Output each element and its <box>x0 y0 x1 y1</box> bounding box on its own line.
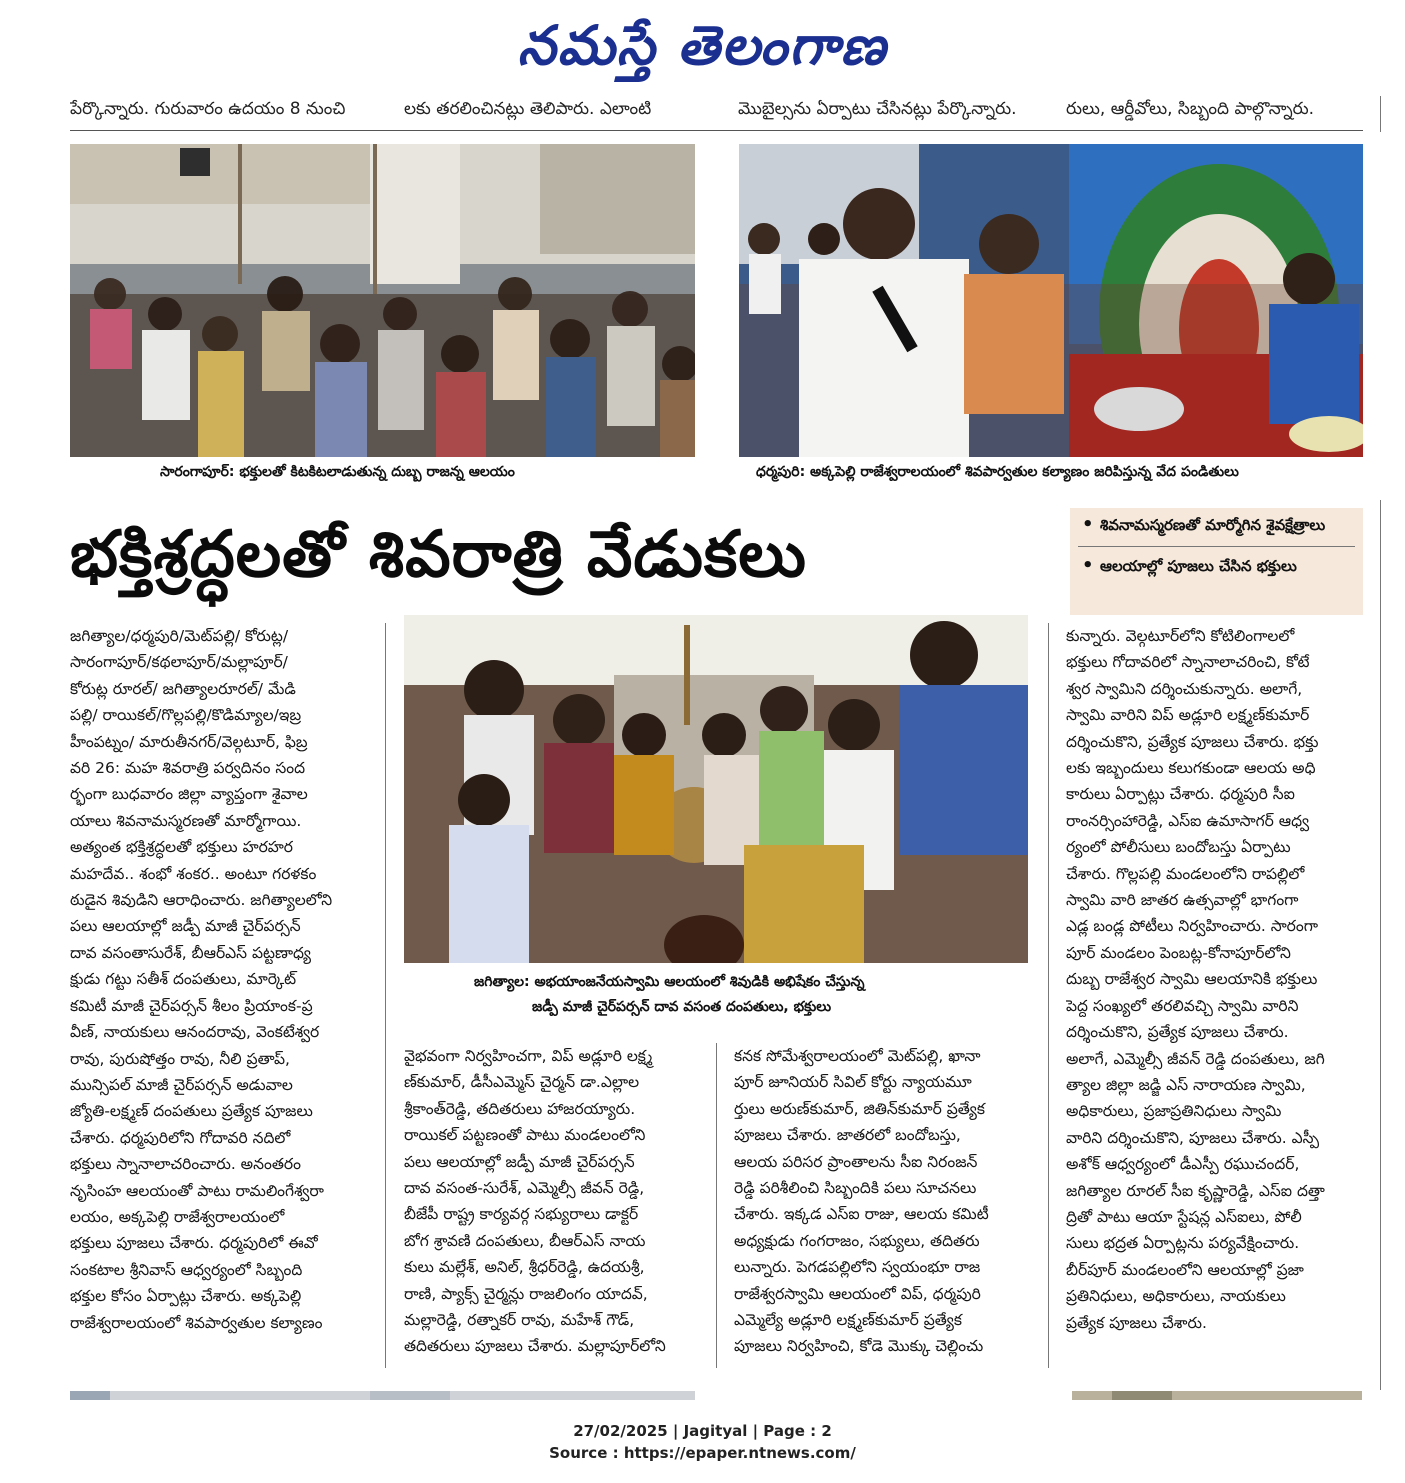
text-line: వైభవంగా నిర్వహించగా, విప్ అడ్లూరి లక్ష్మ <box>404 1047 653 1065</box>
photo-temple-crowd <box>70 144 695 457</box>
text-line: నృసింహ ఆలయంతో పాటు రామలింగేశ్వరా <box>70 1181 324 1200</box>
column-divider <box>716 1043 717 1368</box>
text-line: త్యాల జిల్లా జడ్జి ఎస్ నారాయణ స్వామి, <box>1066 1075 1306 1094</box>
runover-line-4: రులు, ఆర్డీవోలు, సిబ్బంది పాల్గొన్నారు. <box>1066 99 1315 119</box>
text-line: ఆలయ పరిసర ప్రాంతాలను సీఐ నిరంజన్ <box>734 1152 978 1171</box>
text-line: లున్నారు. పెగడపల్లిలోని స్వయంభూ రాజ <box>734 1258 981 1277</box>
text-line: స్వామి వారి జాతర ఉత్సవాల్లో భాగంగా <box>1066 891 1299 910</box>
article-column-1 <box>70 623 368 1343</box>
text-line: బీర్‌పూర్ మండలంలోని ఆలయాల్లో ప్రజా <box>1066 1260 1304 1279</box>
text-line: రెడ్డి పరిశీలించి సిబ్బందికి పలు సూచనలు <box>734 1179 977 1198</box>
text-line: ర్తులు అరుణ్‌కుమార్, జితిన్‌కుమార్ ప్రత్యేక <box>734 1099 985 1118</box>
text-line: పూర్ మండలం పెంబట్ల-కోనాపూర్‌లోని <box>1066 943 1291 962</box>
edge-divider <box>1380 96 1381 132</box>
text-line: ర్భంగా బుధవారం జిల్లా వ్యాప్తంగా శైవాల <box>70 785 308 804</box>
text-line: జగిత్యాల/ధర్మపురి/మెట్‌పల్లి/ కోరుట్ల/ <box>70 627 289 645</box>
text-line: కోరుట్ల రూరల్/ జగిత్యాలరూరల్/ మేడి <box>70 679 296 698</box>
text-line: పూజలు నిర్వహించి, కోడె మొక్కు చెల్లించు <box>734 1337 984 1356</box>
text-line: రాజేశ్వరస్వామి ఆలయంలో విప్, ధర్మపురి <box>734 1284 981 1303</box>
text-line: సులు భద్రత ఏర్పాట్లను పర్యవేక్షించారు. <box>1066 1234 1300 1253</box>
runover-line-1: పేర్కొన్నారు. గురువారం ఉదయం 8 నుంచి <box>70 99 346 119</box>
text-line: పెద్ద సంఖ్యలో తరలివచ్చి స్వామి వారిని <box>1066 996 1299 1015</box>
text-line: లకు ఇబ్బందులు కలుగకుండా ఆలయ అధి <box>1066 759 1316 778</box>
text-line: యాలు శివనామస్మరణతో మార్మోగాయి. <box>70 811 302 830</box>
text-line: రావు, పురుషోత్తం రావు, నీలి ప్రతాప్, <box>70 1049 290 1068</box>
caption-photo-kalyanam: ధర్మపురి: అక్కపెల్లి రాజేశ్వరాలయంలో శివపార్వతుల కల్యాణం జరిపిస్తున్న వేద పండితులు <box>756 464 1239 480</box>
footer-source: Source : https://epaper.ntnews.com/ <box>549 1444 856 1462</box>
caption-photo-temple-crowd: సారంగాపూర్: భక్తులతో కిటకిటలాడుతున్న దుబ్బ రాజన్న ఆలయం <box>160 464 515 480</box>
runover-line-3: మొబైల్సను ఏర్పాటు చేసినట్లు పేర్కొన్నారు. <box>738 99 1017 119</box>
text-line: చేశారు. గొల్లపల్లి మండలంలోని రాపల్లిలో <box>1066 864 1305 883</box>
text-line: కనక సోమేశ్వరాలయంలో మెట్‌పల్లి, ఖానా <box>734 1047 981 1065</box>
text-line: చేశారు. ధర్మపురిలోని గోదావరి నదిలో <box>70 1128 291 1147</box>
text-line: లయం, అక్కపెల్లి రాజేశ్వరాలయంలో <box>70 1207 285 1226</box>
text-line: అధికారులు, ప్రజాప్రతినిధులు స్వామి <box>1066 1102 1282 1121</box>
text-line: కులు మల్లేశ్, అనిల్, శ్రీధర్‌రెడ్డి, ఉదయశ్రీ, <box>404 1258 645 1277</box>
edge-divider <box>1380 500 1381 1390</box>
runover-line-2: లకు తరలించినట్లు తెలిపారు. ఎలాంటి <box>404 99 652 119</box>
text-line: ప్రత్యేక పూజలు చేశారు. <box>1066 1313 1207 1332</box>
text-line: అశోక్ ఆధ్వర్యంలో డీఎస్పీ రఘుచందర్, <box>1066 1155 1300 1174</box>
text-line: బోగ శ్రావణి దంపతులు, బీఆర్‌ఎస్ నాయ <box>404 1231 646 1250</box>
text-line: రాజేశ్వరాలయంలో శివపార్వతుల కల్యాణం <box>70 1313 323 1332</box>
highlights-box <box>1070 508 1363 615</box>
text-line: కారులు ఏర్పాట్లు చేశారు. ధర్మపురి సీఐ <box>1066 785 1295 804</box>
highlight-item: • శివనామస్మరణతో మార్మోగిన శైవక్షేత్రాలు <box>1078 514 1355 536</box>
text-line: మహదేవ.. శంభో శంకర.. అంటూ గరళకం <box>70 864 317 883</box>
footer-date-edition: 27/02/2025 | Jagityal | Page : 2 <box>573 1422 832 1440</box>
next-photo-strip <box>70 1388 695 1400</box>
text-line: జ్యోతి-లక్ష్మణ్ దంపతులు ప్రత్యేక పూజలు <box>70 1102 313 1121</box>
text-line: కమిటీ మాజీ చైర్‌పర్సన్ శీలం ప్రియాంక-ప్ర <box>70 996 313 1015</box>
text-line: రాణి, ప్యాక్స్ చైర్మన్లు రాజలింగం యాదవ్, <box>404 1284 648 1303</box>
text-line: పూర్ జూనియర్ సివిల్ కోర్టు న్యాయమూ <box>734 1073 972 1092</box>
column-divider <box>385 623 386 1368</box>
text-line: పూజలు చేశారు. జాతరలో బందోబస్తు, <box>734 1126 961 1145</box>
text-line: భక్తులు గోదావరిలో స్నానాలాచరించి, కోటే <box>1066 653 1310 672</box>
text-line: వీణ్, నాయకులు ఆనందరావు, వెంకటేశ్వర <box>70 1023 320 1042</box>
text-line: ఎమ్మెల్యే అడ్లూరి లక్ష్మణ్‌కుమార్ ప్రత్యేక <box>734 1311 962 1330</box>
highlight-item: • ఆలయాల్లో పూజలు చేసిన భక్తులు <box>1078 546 1355 577</box>
text-line: ర్యంలో పోలీసులు బందోబస్తు ఏర్పాటు <box>1066 838 1291 857</box>
text-line: ప్రతినిధులు, అధికారులు, నాయకులు <box>1066 1287 1286 1306</box>
masthead <box>0 6 1405 88</box>
next-photo-strip <box>1072 1388 1362 1400</box>
text-line: దావ వసంతాసురేశ్, బీఆర్‌ఎస్ పట్టణాధ్య <box>70 943 311 962</box>
text-line: అత్యంత భక్తిశ్రద్ధలతో భక్తులు హరహర <box>70 838 293 857</box>
article-column-2 <box>404 1043 700 1363</box>
text-line: వరి 26: మహ శివరాత్రి పర్వదినం సంద <box>70 759 306 778</box>
text-line: కున్నారు. వెల్గటూర్‌లోని కోటిలింగాలలో <box>1066 627 1295 645</box>
text-line: రాంనర్సింహారెడ్డి, ఎస్‌ఐ ఉమాసాగర్ ఆధ్వ <box>1066 811 1310 830</box>
text-line: ణ్‌కుమార్, డీసీఎమ్మెస్ చైర్మన్ డా.ఎల్లాల <box>404 1073 640 1092</box>
text-line: దుబ్బ రాజేశ్వర స్వామి ఆలయానికి భక్తులు <box>1066 970 1318 989</box>
text-line: శ్వర స్వామిని దర్శించుకున్నారు. అలాగే, <box>1066 679 1303 698</box>
caption-photo-abhishekam-line1: జగిత్యాల: అభయాంజనేయస్వామి ఆలయంలో శివుడికి అభిషేకం చేస్తున్న <box>474 974 865 990</box>
text-line: స్వామి వారిని విప్ అడ్లూరి లక్ష్మణ్‌కుమార్ <box>1066 706 1310 725</box>
text-line: ఎడ్ల బండ్ల పోటీలు నిర్వహించారు. సారంగా <box>1066 917 1319 936</box>
newspaper-name: నమస్తే తెలంగాణ <box>517 13 888 77</box>
text-line: పలు ఆలయాల్లో జడ్పీ మాజీ చైర్‌పర్సన్ <box>70 917 301 936</box>
text-line: భక్తులు స్నానాలాచరించారు. అనంతరం <box>70 1155 301 1174</box>
text-line: ద్రితో పాటు ఆయా స్టేషన్ల ఎస్‌ఐలు, పోలీ <box>1066 1207 1302 1226</box>
headline: భక్తిశ్రద్ధలతో శివరాత్రి వేడుకలు <box>70 517 807 592</box>
text-line: అలాగే, ఎమ్మెల్సీ జీవన్ రెడ్డి దంపతులు, జగి <box>1066 1049 1325 1068</box>
text-line: భక్తులు పూజలు చేశారు. ధర్మపురిలో ఈవో <box>70 1234 318 1253</box>
text-line: మల్లారెడ్డి, రత్నాకర్ రావు, మహేశ్ గౌడ్, <box>404 1311 635 1330</box>
text-line: హీంపట్నం/ మారుతీనగర్/వెల్గటూర్, ఫిబ్ర <box>70 732 308 751</box>
text-line: మున్సిపల్ మాజీ చైర్‌పర్సన్ అడువాల <box>70 1075 293 1094</box>
article-column-4 <box>1066 623 1363 1343</box>
text-line: తదితరులు పూజలు చేశారు. మల్లాపూర్‌లోని <box>404 1337 666 1356</box>
text-line: దావ వసంత-సురేశ్, ఎమ్మెల్సీ జీవన్ రెడ్డి, <box>404 1179 645 1198</box>
text-line: వారిని దర్శించుకొని, పూజలు చేశారు. ఎస్పీ <box>1066 1128 1320 1147</box>
text-line: క్షుడు గట్టు సతీశ్ దంపతులు, మార్కెట్ <box>70 970 297 989</box>
text-line: పలు ఆలయాల్లో జడ్పీ మాజీ చైర్‌పర్సన్ <box>404 1152 635 1171</box>
text-line: దర్శించుకొని, ప్రత్యేక పూజలు చేశారు. భక్తు <box>1066 732 1319 751</box>
text-line: పల్లి/ రాయికల్/గొల్లపల్లి/కొడిమ్యాల/ఇబ్ర <box>70 706 302 725</box>
text-line: సారంగాపూర్/కథలాపూర్/మల్లాపూర్/ <box>70 653 288 672</box>
photo-kalyanam-ritual <box>739 144 1363 457</box>
text-line: ఠుడైన శివుడిని ఆరాధించారు. జగిత్యాలలోని <box>70 891 333 910</box>
text-line: భక్తుల కోసం ఏర్పాట్లు చేశారు. అక్కపెల్లి <box>70 1287 302 1306</box>
top-divider <box>70 130 1363 131</box>
photo-abhishekam <box>404 615 1028 963</box>
text-line: అధ్యక్షుడు గంగరాజం, సభ్యులు, తదితరు <box>734 1231 980 1250</box>
caption-photo-abhishekam-line2: జడ్పీ మాజీ చైర్‌పర్సన్ దావ వసంత దంపతులు, భక్తులు <box>532 999 832 1015</box>
text-line: బీజేపీ రాష్ట్ర కార్యవర్గ సభ్యురాలు డాక్టర్ <box>404 1205 639 1224</box>
column-divider <box>1048 623 1049 1368</box>
text-line: దర్శించుకొని, ప్రత్యేక పూజలు చేశారు. <box>1066 1023 1289 1042</box>
text-line: శ్రీకాంత్‌రెడ్డి, తదితరులు హాజరయ్యారు. <box>404 1099 636 1118</box>
text-line: జగిత్యాల రూరల్ సీఐ కృష్ణారెడ్డి, ఎస్‌ఐ దత్తా <box>1066 1181 1325 1200</box>
text-line: సంకటాల శ్రీనివాస్ ఆధ్వర్యంలో సిబ్బంది <box>70 1260 303 1279</box>
text-line: రాయికల్ పట్టణంతో పాటు మండలంలోని <box>404 1126 646 1145</box>
article-column-3 <box>734 1043 1034 1363</box>
text-line: చేశారు. ఇక్కడ ఎస్‌ఐ రాజు, ఆలయ కమిటీ <box>734 1205 989 1224</box>
